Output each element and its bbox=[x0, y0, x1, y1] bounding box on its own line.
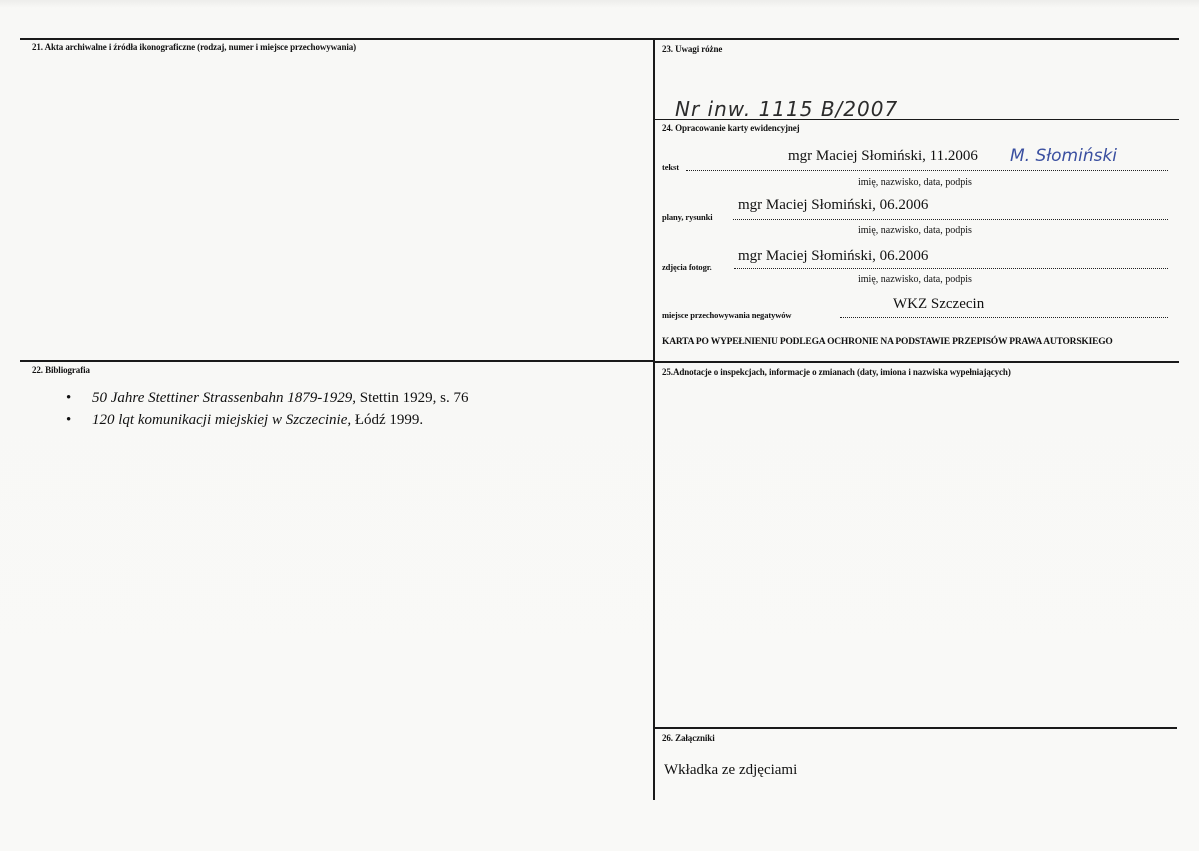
row-label-plany: plany, rysunki bbox=[662, 212, 713, 222]
negatives-location: WKZ Szczecin bbox=[893, 296, 985, 312]
bibliography-item: • 50 Jahre Stettiner Strassenbahn 1879-1929, Stettin 1929, s. 76 bbox=[66, 387, 469, 409]
section23-label: 23. Uwagi różne bbox=[662, 44, 723, 54]
bullet-icon: • bbox=[66, 390, 72, 406]
bullet-icon: • bbox=[66, 412, 72, 428]
bibliography-item: • 120 lqt komunikacji miejskiej w Szczecinie, Łódź 1999. bbox=[66, 409, 469, 431]
bibliography-list bbox=[66, 387, 469, 431]
section24-label: 24. Opracowanie karty ewidencyjnej bbox=[662, 123, 800, 133]
dotted-line bbox=[733, 219, 1168, 220]
caption-tekst: imię, nazwisko, data, podpis bbox=[858, 177, 972, 188]
top-border bbox=[20, 38, 1179, 40]
row-label-negatives: miejsce przechowywania negatywów bbox=[662, 310, 792, 320]
author-plans: mgr Maciej Słomiński, 06.2006 bbox=[738, 197, 929, 213]
row-label-zdjecia: zdjęcia fotogr. bbox=[662, 262, 712, 272]
copyright-notice: KARTA PO WYPEŁNIENIU PODLEGA OCHRONIE NA PODSTAWIE PRZEPISÓW PRAWA AUTORSKIEGO bbox=[662, 337, 1113, 347]
left-mid-border bbox=[20, 360, 654, 362]
section21-label: 21. Akta archiwalne i źródła ikonograficzne (rodzaj, numer i miejsce przechowywania) bbox=[32, 42, 357, 52]
section22-label: 22. Bibliografia bbox=[32, 365, 90, 375]
dotted-line bbox=[686, 170, 1168, 171]
signature-handwritten: M. Słomiński bbox=[1010, 146, 1118, 166]
author-photos: mgr Maciej Słomiński, 06.2006 bbox=[738, 248, 929, 264]
row-label-tekst: tekst bbox=[662, 162, 679, 172]
right-mid-border bbox=[653, 361, 1179, 363]
section25-label: 25.Adnotacje o inspekcjach, informacje o zmianach (daty, imiona i nazwiska wypełniających) bbox=[662, 367, 1011, 377]
attachments-value: Wkładka ze zdjęciami bbox=[664, 762, 798, 778]
inventory-number-handwritten: Nr inw. 1115 B/2007 bbox=[675, 97, 899, 121]
caption-zdjecia: imię, nazwisko, data, podpis bbox=[858, 274, 972, 285]
dotted-line bbox=[840, 317, 1168, 318]
author-text: mgr Maciej Słomiński, 11.2006 bbox=[788, 148, 978, 164]
caption-plany: imię, nazwisko, data, podpis bbox=[858, 225, 972, 236]
section26-top-border bbox=[653, 727, 1177, 729]
dotted-line bbox=[734, 268, 1168, 269]
center-divider bbox=[653, 38, 655, 800]
section26-label: 26. Załączniki bbox=[662, 733, 715, 743]
